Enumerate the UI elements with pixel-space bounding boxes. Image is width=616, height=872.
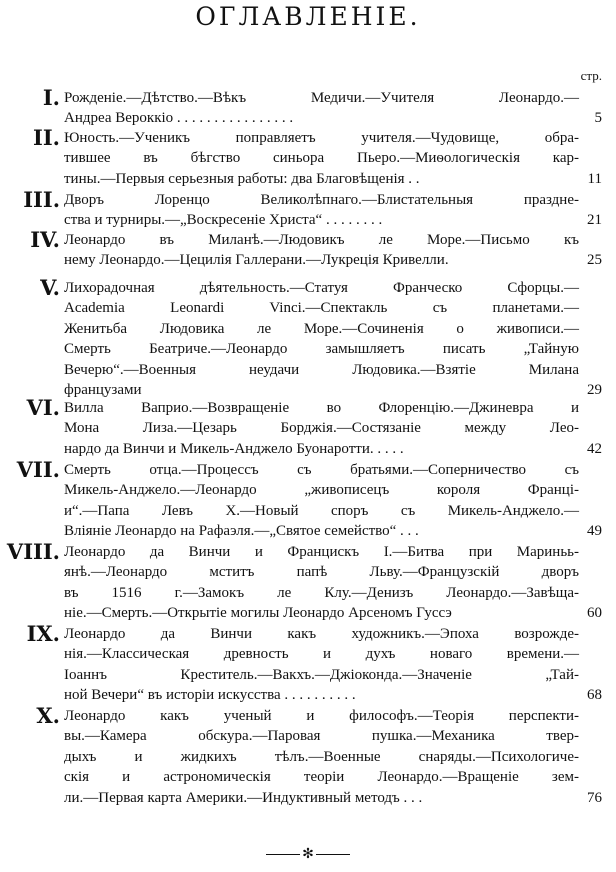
- chapter-text-line: Микель-Анджело.—Леонардо „живописецъ короля Франці-: [64, 482, 579, 499]
- chapter-text-line: Женитьба Людовика ле Море.—Сочиненія о живописи.—: [64, 320, 579, 337]
- chapter-numeral: V.: [40, 275, 60, 300]
- chapter-numeral: IX.: [26, 621, 60, 646]
- chapter-text-line: въ 1516 г.—Замокъ ле Клу.—Денизъ Леонардо.—Завѣща-: [64, 584, 579, 601]
- chapter-page-number: 68: [587, 687, 602, 704]
- ornament-rule-left: [266, 854, 300, 855]
- chapter-numeral: II.: [33, 125, 60, 150]
- chapter-text-line: Мона Лиза.—Цезарь Борджія.—Состязаніе между Лео-: [64, 420, 579, 437]
- chapter-numeral: X.: [36, 703, 60, 728]
- chapter-text-line: янѣ.—Леонардо мститъ папѣ Льву.—Французскій дворъ: [64, 564, 579, 581]
- page-title: ОГЛАВЛЕНІЕ.: [195, 2, 421, 31]
- chapter-text-line: французами: [64, 382, 142, 398]
- chapter-numeral: IV.: [30, 227, 60, 252]
- chapter-text-line: Смерть Беатриче.—Леонардо замышляетъ писать „Тайную: [64, 341, 579, 358]
- chapter-text-line: тины.—Первыя серьезныя работы: два Благовѣщенія . .: [64, 170, 420, 187]
- chapter-text-line: нардо да Винчи и Микель-Анджело Буонаротти. . . . .: [64, 440, 404, 457]
- chapter-text-line: Лихорадочная дѣятельность.—Статуя Франческо Сфорцы.—: [64, 280, 579, 296]
- chapter-text-line: вы.—Камера обскура.—Паровая пушка.—Механика твер-: [64, 728, 579, 745]
- chapter-text-line: Рожденіе.—Дѣтство.—Вѣкъ Медичи.—Учителя Леонардо.—: [64, 90, 579, 106]
- chapter-text-line: Леонардо да Винчи какъ художникъ.—Эпоха возрожде-: [64, 626, 579, 642]
- chapter-text-line: и“.—Папа Левъ X.—Новый споръ съ Микель-Анджело.—: [64, 502, 579, 519]
- chapter-text-line: дыхъ и жидкихъ тѣлъ.—Военные снаряды.—Психологиче-: [64, 748, 579, 765]
- chapter-text-line: Іоаннъ Креститель.—Вакхъ.—Джіоконда.—Значеніе „Тай-: [64, 666, 579, 683]
- chapter-text-line: ли.—Первая карта Америки.—Индуктивный методъ . . .: [64, 789, 423, 806]
- chapter-text-line: Леонардо какъ ученый и философъ.—Теорія перспекти-: [64, 708, 579, 724]
- chapter-page-number: 60: [587, 605, 602, 622]
- chapter-text-line: Леонардо въ Миланѣ.—Людовикъ ле Море.—Письмо къ: [64, 232, 579, 248]
- chapter-text-line: ніе.—Смерть.—Открытіе могилы Леонардо Арсеномъ Гуссэ: [64, 605, 452, 622]
- chapter-text-line: скія и астрономическія теоріи Леонардо.—Вращеніе зем-: [64, 769, 579, 786]
- ornament-rule-right: [316, 854, 350, 855]
- chapter-numeral: VIII.: [6, 539, 60, 564]
- chapter-numeral: III.: [23, 187, 60, 212]
- chapter-text-line: Леонардо да Винчи и Францискъ I.—Битва при Мариньь-: [64, 544, 579, 560]
- chapter-text-line: Дворъ Лоренцо Великолѣпнаго.—Блистательныя праздне-: [64, 192, 579, 208]
- chapter-page-number: 5: [594, 110, 602, 127]
- chapter-text-line: нему Леонардо.—Цецилія Галлерани.—Лукреція Кривелли.: [64, 252, 449, 269]
- chapter-text-line: ства и турниры.—„Воскресеніе Христа“ . . . . . . . .: [64, 212, 383, 229]
- chapter-numeral: I.: [42, 85, 60, 110]
- chapter-numeral: VII.: [16, 457, 60, 482]
- chapter-text-line: Вечерю“.—Военныя неудачи Людовика.—Взятіе Милана: [64, 361, 579, 378]
- chapter-text-line: Вилла Ваприо.—Возвращеніе во Флоренцію.—Джиневра и: [64, 400, 579, 416]
- chapter-page-number: 21: [587, 212, 602, 229]
- chapter-text-line: тившее въ бѣгство синьора Пьеро.—Миѳологическія кар-: [64, 150, 579, 167]
- chapter-page-number: 76: [587, 789, 602, 806]
- chapter-text-line: Юность.—Ученикъ поправляетъ учителя.—Чудовище, обра-: [64, 130, 579, 146]
- ornament-star: ✻: [302, 847, 314, 862]
- chapter-page-number: 42: [587, 440, 602, 457]
- chapter-text-line: Смерть отца.—Процессъ съ братьями.—Соперничество съ: [64, 462, 579, 478]
- chapter-text-line: Андреа Вероккіо . . . . . . . . . . . . . . . .: [64, 110, 294, 127]
- chapter-page-number: 49: [587, 523, 602, 540]
- chapter-page-number: 29: [587, 382, 602, 398]
- chapter-text-line: нія.—Классическая древность и духъ новаго времени.—: [64, 646, 579, 663]
- chapter-text-line: Вліяніе Леонардо на Рафаэля.—„Святое семейство“ . . .: [64, 523, 419, 540]
- chapter-page-number: 11: [587, 170, 602, 187]
- chapter-text-line: Academia Leonardi Vinci.—Спектакль съ планетами.—: [64, 300, 579, 317]
- chapter-text-line: ной Вечери“ въ исторіи искусства . . . . . . . . . .: [64, 687, 356, 704]
- chapter-numeral: VI.: [26, 395, 60, 420]
- end-ornament: [0, 846, 616, 863]
- chapter-page-number: 25: [587, 252, 602, 269]
- page-column-label: стр.: [580, 68, 602, 83]
